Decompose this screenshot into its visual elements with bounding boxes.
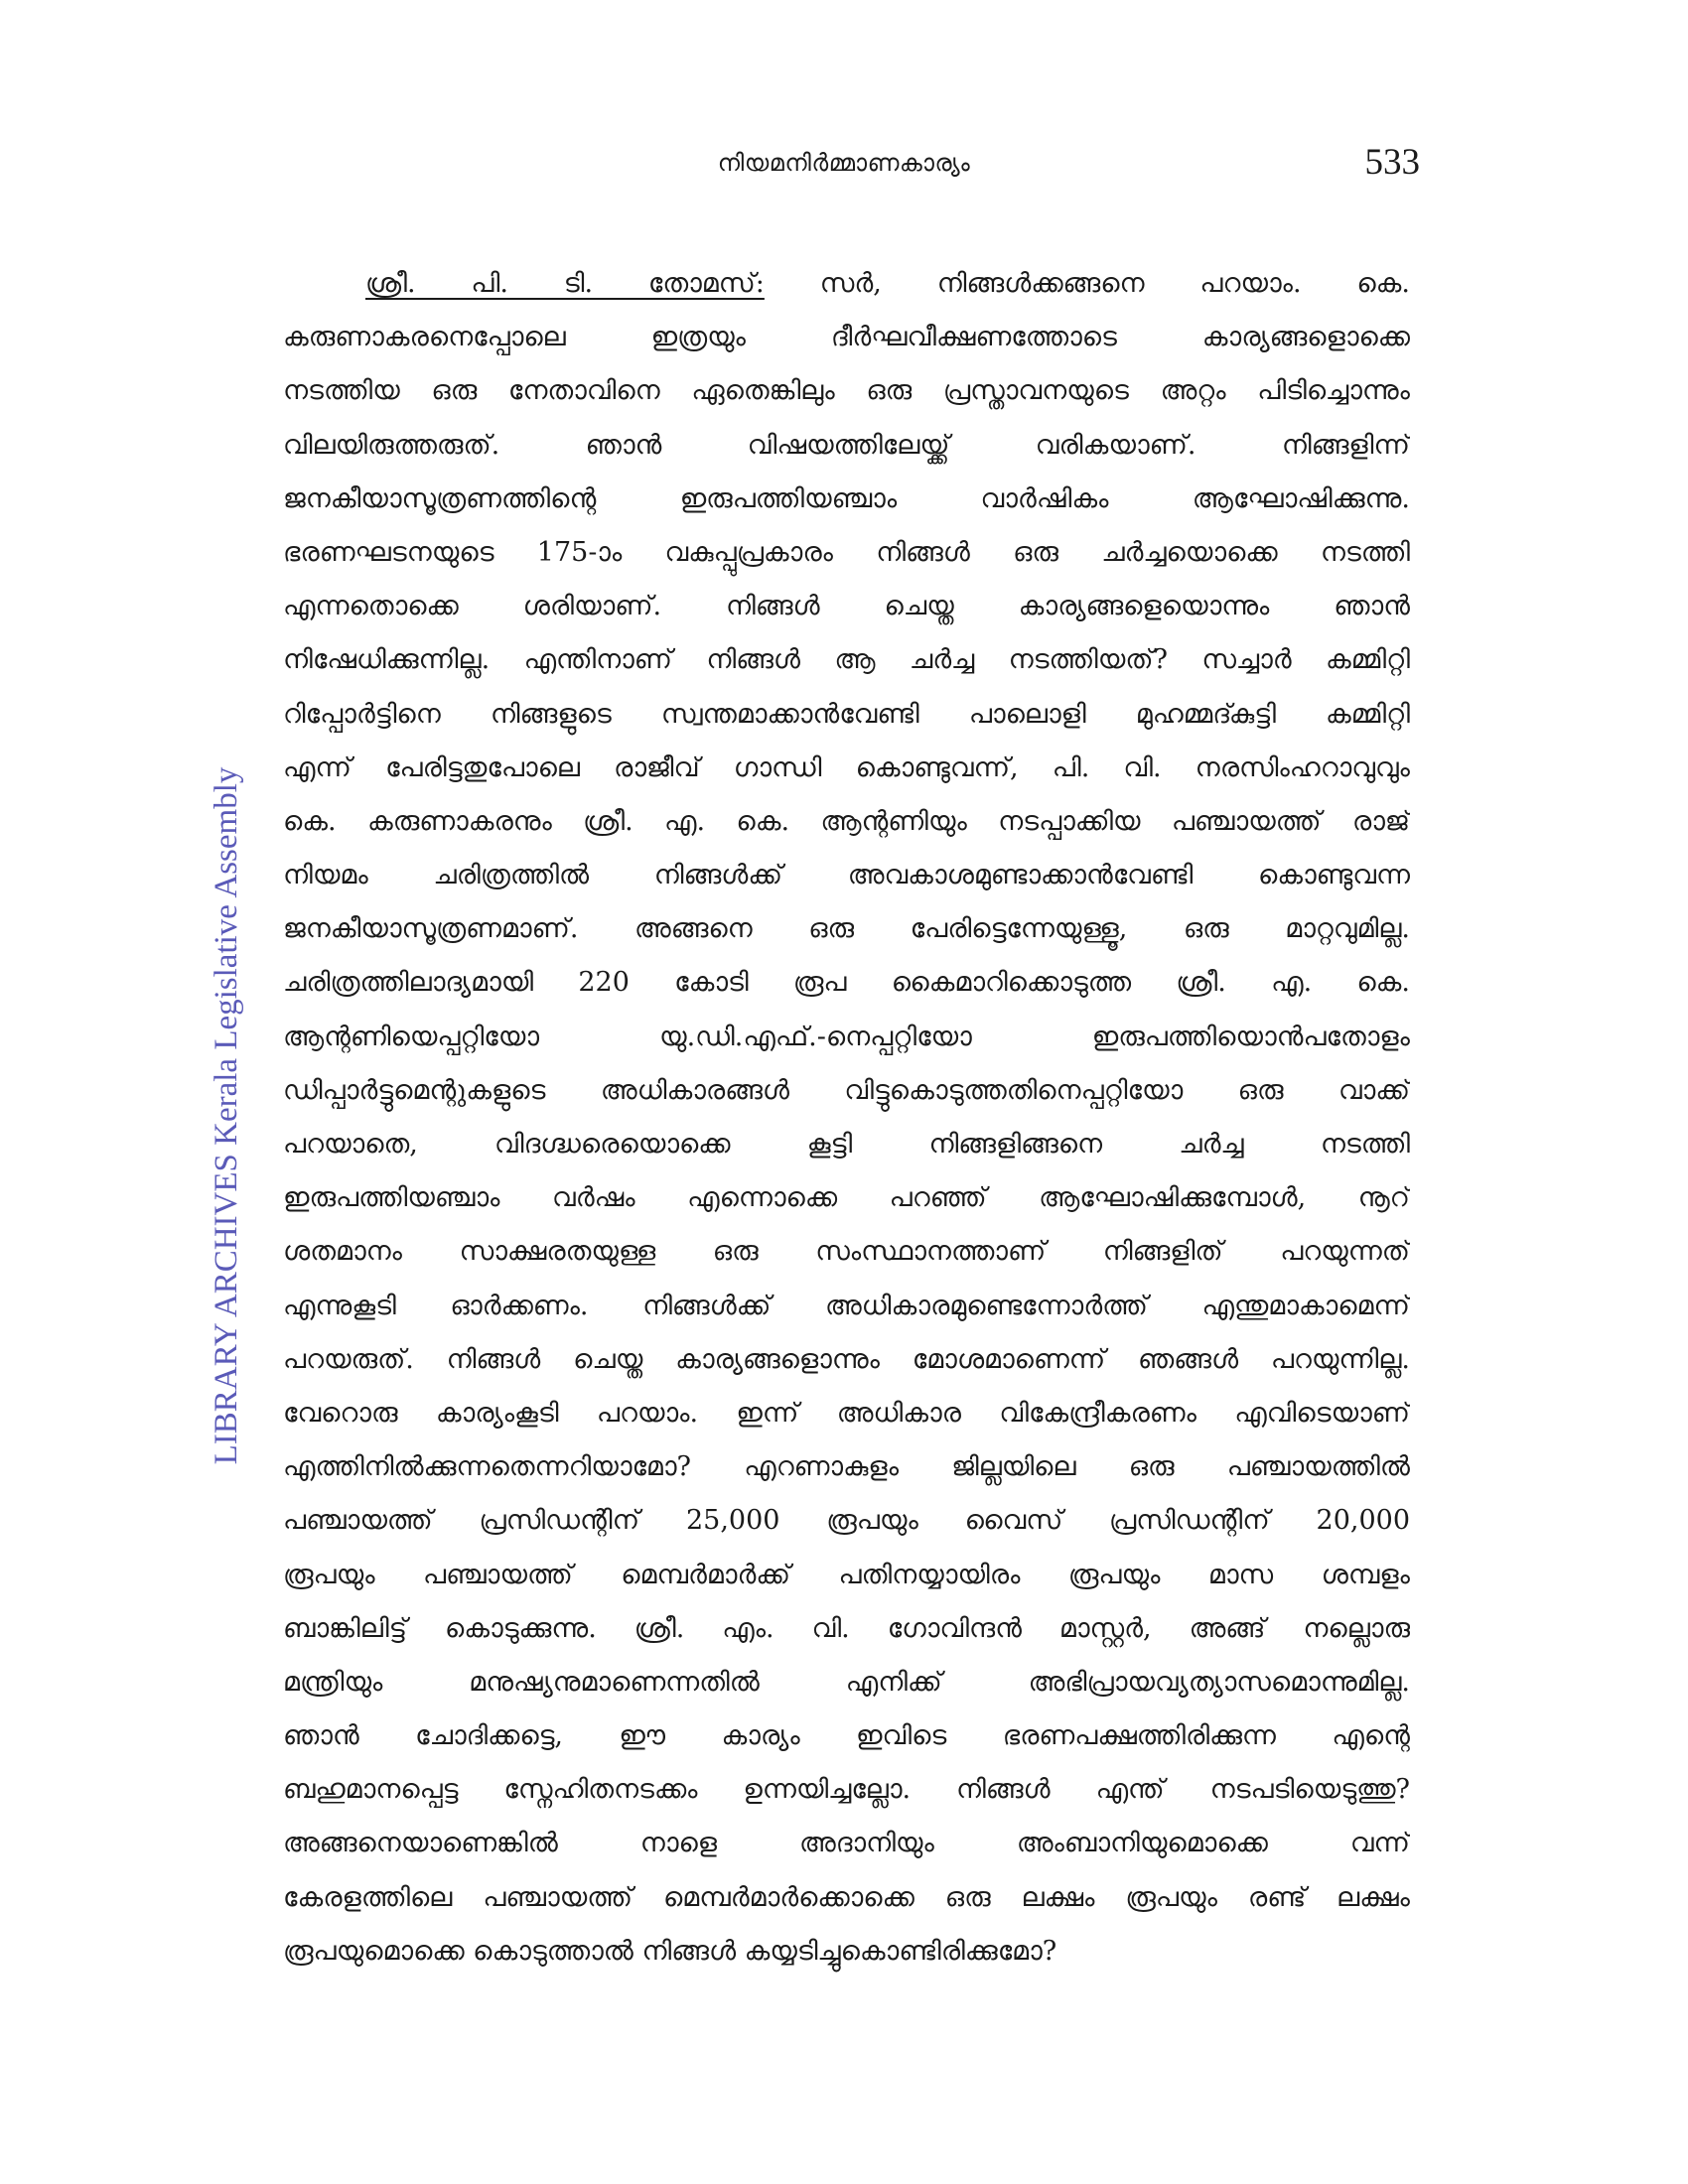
paragraph-line: ഞാൻ ചോദിക്കട്ടെ, ഈ കാര്യം ഇവിടെ ഭരണപക്ഷത്തിരിക്കുന്ന എന്റെ bbox=[283, 1720, 1410, 1752]
paragraph-line: റിപ്പോർട്ടിനെ നിങ്ങളുടെ സ്വന്തമാക്കാൻവേണ്ടി പാലൊളി മുഹമ്മദ്കുട്ടി കമ്മിറ്റി bbox=[283, 698, 1410, 730]
paragraph-line: എത്തിനിൽക്കുന്നതെന്നറിയാമോ? എറണാകുളം ജില്ലയിലെ ഒരു പഞ്ചായത്തിൽ bbox=[283, 1451, 1410, 1483]
paragraph-line: പഞ്ചായത്ത് പ്രസിഡന്റിന് 25,000 രൂപയും വൈസ് പ്രസിഡന്റിന് 20,000 bbox=[283, 1505, 1410, 1537]
paragraph-line: ചരിത്രത്തിലാദ്യമായി 220 കോടി രൂപ കൈമാറിക്കൊടുത്ത ശ്രീ. എ. കെ. bbox=[283, 967, 1410, 999]
paragraph-line: ബാങ്കിലിട്ട് കൊടുക്കുന്നു. ശ്രീ. എം. വി. ഗോവിന്ദൻ മാസ്റ്റർ, അങ്ങ് നല്ലൊരു bbox=[283, 1612, 1410, 1644]
paragraph-line: ഇരുപത്തിയഞ്ചാം വർഷം എന്നൊക്കെ പറഞ്ഞ് ആഘോഷിക്കുമ്പോൾ, നൂറ് bbox=[283, 1182, 1410, 1214]
paragraph-first-line bbox=[283, 257, 1410, 311]
speech-paragraph bbox=[283, 257, 1410, 1979]
paragraph-line: മന്ത്രിയും മനുഷ്യനുമാണെന്നതിൽ എനിക്ക് അഭിപ്രായവ്യത്യാസമൊന്നുമില്ല. bbox=[283, 1666, 1410, 1698]
paragraph-line: ജനകീയാസൂത്രണത്തിന്റെ ഇരുപത്തിയഞ്ചാം വാർഷികം ആഘോഷിക്കുന്നു. bbox=[283, 482, 1410, 514]
paragraph-line: ആന്റണിയെപ്പറ്റിയോ യു.ഡി.എഫ്.-നെപ്പറ്റിയോ ഇരുപത്തിയൊൻപതോളം bbox=[283, 1021, 1410, 1052]
paragraph-line: വേറൊരു കാര്യംകൂടി പറയാം. ഇന്ന് അധികാര വികേന്ദ്രീകരണം എവിടെയാണ് bbox=[283, 1397, 1410, 1429]
paragraph-line: അങ്ങനെയാണെങ്കിൽ നാളെ അദാനിയും അംബാനിയുമൊക്കെ വന്ന് bbox=[283, 1828, 1410, 1859]
paragraph-line: എന്നുകൂടി ഓർക്കണം. നിങ്ങൾക്ക് അധികാരമുണ്ടെന്നോർത്ത് എന്തുമാകാമെന്ന് bbox=[283, 1290, 1410, 1321]
paragraph-last-line: രൂപയുമൊക്കെ കൊടുത്താൽ നിങ്ങൾ കയ്യടിച്ചുകൊണ്ടിരിക്കുമോ? bbox=[283, 1935, 1057, 1967]
paragraph-line: കരുണാകരനെപ്പോലെ ഇത്രയും ദീർഘവീക്ഷണത്തോടെ കാര്യങ്ങളൊക്കെ bbox=[283, 322, 1410, 353]
running-title: നിയമനിർമ്മാണകാര്യം bbox=[717, 149, 971, 177]
paragraph-line: നിയമം ചരിത്രത്തിൽ നിങ്ങൾക്ക് അവകാശമുണ്ടാക്കാൻവേണ്ടി കൊണ്ടുവന്ന bbox=[283, 860, 1410, 891]
archive-watermark: LIBRARY ARCHIVES Kerala Legislative Assembly bbox=[209, 766, 244, 1465]
paragraph-line: രൂപയും പഞ്ചായത്ത് മെമ്പർമാർക്ക് പതിനയ്യായിരം രൂപയും മാസ ശമ്പളം bbox=[283, 1559, 1410, 1590]
paragraph-line: ഡിപ്പാർട്ടുമെന്റുകളുടെ അധികാരങ്ങൾ വിട്ടുകൊടുത്തതിനെപ്പറ്റിയോ ഒരു വാക്ക് bbox=[283, 1074, 1410, 1106]
paragraph-line: കെ. കരുണാകരനും ശ്രീ. എ. കെ. ആന്റണിയും നടപ്പാക്കിയ പഞ്ചായത്ത് രാജ് bbox=[283, 805, 1410, 837]
speaker-name: ശ്രീ. പി. ടി. തോമസ്: bbox=[365, 268, 765, 299]
paragraph-line: എന്നതൊക്കെ ശരിയാണ്. നിങ്ങൾ ചെയ്ത കാര്യങ്ങളെയൊന്നും ഞാൻ bbox=[283, 591, 1410, 622]
page-number: 533 bbox=[1364, 142, 1420, 183]
paragraph-line: കേരളത്തിലെ പഞ്ചായത്ത് മെമ്പർമാർക്കൊക്കെ ഒരു ലക്ഷം രൂപയും രണ്ട് ലക്ഷം bbox=[283, 1881, 1410, 1913]
paragraph-line: പറയരുത്. നിങ്ങൾ ചെയ്ത കാര്യങ്ങളൊന്നും മോശമാണെന്ന് ഞങ്ങൾ പറയുന്നില്ല. bbox=[283, 1343, 1410, 1375]
paragraph-line: എന്ന് പേരിട്ടതുപോലെ രാജീവ് ഗാന്ധി കൊണ്ടുവന്ന്, പി. വി. നരസിംഹറാവുവും bbox=[283, 751, 1410, 783]
paragraph-line: പറയാതെ, വിദഗ്ദ്ധരെയൊക്കെ കൂട്ടി നിങ്ങളിങ്ങനെ ചർച്ച നടത്തി bbox=[283, 1129, 1410, 1160]
paragraph-line: ജനകീയാസൂത്രണമാണ്. അങ്ങനെ ഒരു പേരിട്ടെന്നേയുള്ളൂ, ഒരു മാറ്റവുമില്ല. bbox=[283, 913, 1410, 945]
paragraph-line: നടത്തിയ ഒരു നേതാവിനെ ഏതെങ്കിലും ഒരു പ്രസ്താവനയുടെ അറ്റം പിടിച്ചൊന്നും bbox=[283, 375, 1410, 407]
paragraph-line: ബഹുമാനപ്പെട്ട സ്നേഹിതനടക്കം ഉന്നയിച്ചല്ലോ. നിങ്ങൾ എന്ത് നടപടിയെടുത്തു? bbox=[283, 1774, 1410, 1806]
paragraph-line: ഭരണഘടനയുടെ 175-ാം വകുപ്പുപ്രകാരം നിങ്ങൾ ഒരു ചർച്ചയൊക്കെ നടത്തി bbox=[283, 536, 1410, 568]
first-line-text: സർ, നിങ്ങൾക്കങ്ങനെ പറയാം. കെ. bbox=[764, 268, 1410, 299]
paragraph-lines bbox=[283, 311, 1410, 1925]
paragraph-line: വിലയിരുത്തരുത്. ഞാൻ വിഷയത്തിലേയ്ക്ക് വരികയാണ്. നിങ്ങളിന്ന് bbox=[283, 429, 1410, 461]
paragraph-line: ശതമാനം സാക്ഷരതയുള്ള ഒരു സംസ്ഥാനത്താണ് നിങ്ങളിത് പറയുന്നത് bbox=[283, 1236, 1410, 1268]
paragraph-line: നിഷേധിക്കുന്നില്ല. എന്തിനാണ് നിങ്ങൾ ആ ചർച്ച നടത്തിയത്? സച്ചാർ കമ്മിറ്റി bbox=[283, 644, 1410, 676]
